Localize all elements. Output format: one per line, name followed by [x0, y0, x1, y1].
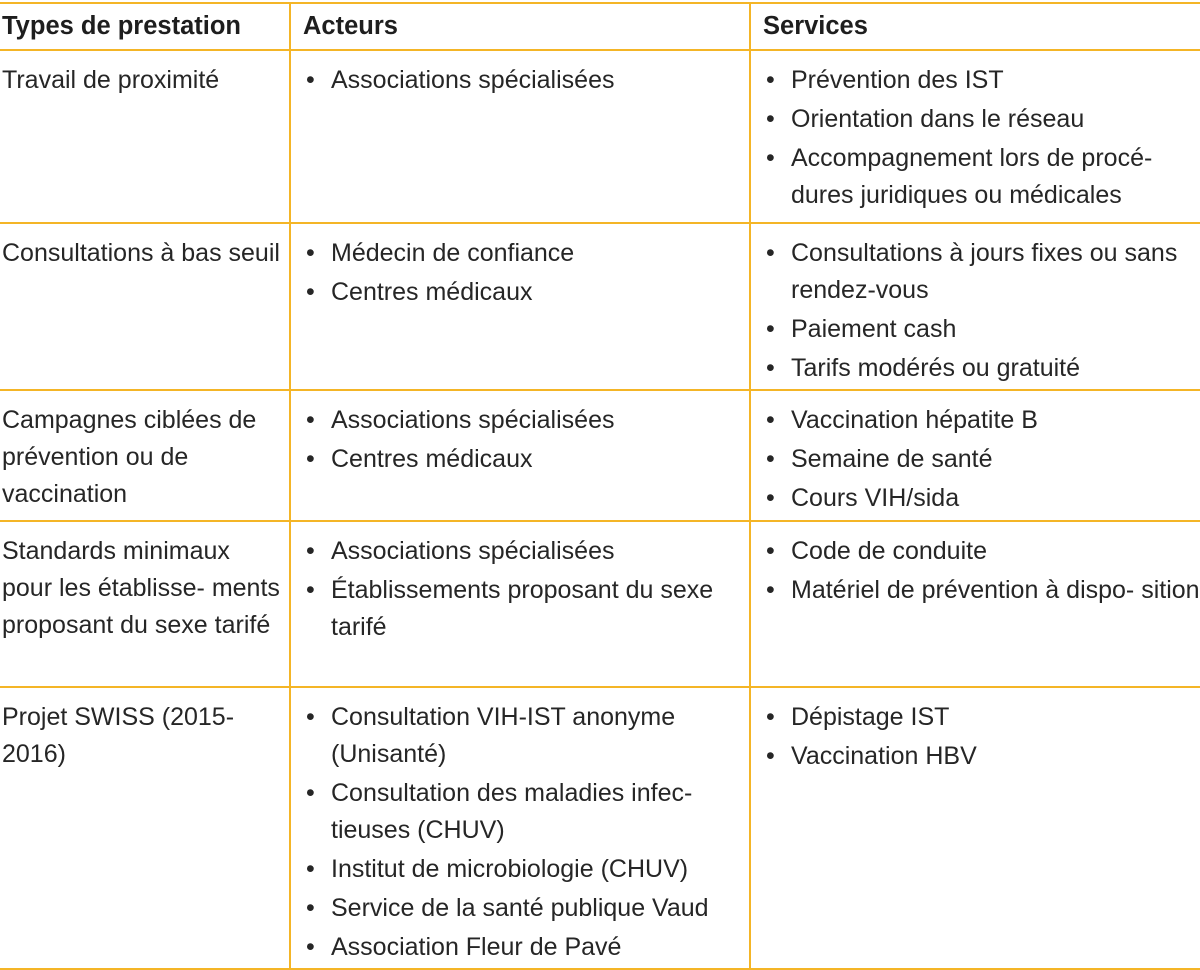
acteurs-cell — [290, 521, 750, 687]
acteur-item: • Institut de microbiologie (CHUV) — [303, 851, 741, 888]
services-cell — [750, 390, 1200, 521]
service-item: • Prévention des IST — [763, 62, 1200, 99]
services-cell — [750, 50, 1200, 223]
prestation-type-cell: Projet SWISS (2015- 2016) — [0, 687, 290, 969]
service-item: • Orientation dans le réseau — [763, 101, 1200, 138]
services-cell — [750, 521, 1200, 687]
service-item: • Code de conduite — [763, 533, 1200, 570]
service-item: • Tarifs modérés ou gratuité — [763, 350, 1200, 387]
service-item: • Consultations à jours fixes ou sans rendez-vous — [763, 235, 1200, 309]
service-item: • Vaccination hépatite B — [763, 402, 1200, 439]
table-row — [0, 50, 1200, 223]
service-item: • Accompagnement lors de procé- dures juridiques ou médicales — [763, 140, 1200, 214]
acteurs-cell — [290, 50, 750, 223]
table-row — [0, 223, 1200, 390]
header-services: Services — [750, 3, 1200, 50]
service-item: • Dépistage IST — [763, 699, 1200, 736]
header-types-de-prestation: Types de prestation — [0, 3, 290, 50]
acteur-item: • Service de la santé publique Vaud — [303, 890, 741, 927]
acteur-item: • Centres médicaux — [303, 441, 741, 478]
prestation-type-cell: Standards minimaux pour les établisse- ments proposant du sexe tarifé — [0, 521, 290, 687]
acteur-item: • Consultation des maladies infec- tieuses (CHUV) — [303, 775, 741, 849]
acteur-item: • Associations spécialisées — [303, 533, 741, 570]
prestation-type-cell: Campagnes ciblées de prévention ou de vaccination — [0, 390, 290, 521]
prestations-table — [0, 2, 1200, 970]
table-row — [0, 521, 1200, 687]
service-item: • Matériel de prévention à dispo- sition — [763, 572, 1200, 609]
table-row — [0, 687, 1200, 969]
acteur-item: • Associations spécialisées — [303, 62, 741, 99]
acteurs-cell — [290, 390, 750, 521]
acteur-item: • Association Fleur de Pavé — [303, 929, 741, 966]
services-cell — [750, 687, 1200, 969]
acteurs-cell — [290, 223, 750, 390]
services-cell — [750, 223, 1200, 390]
header-acteurs: Acteurs — [290, 3, 750, 50]
acteur-item: • Associations spécialisées — [303, 402, 741, 439]
table-row — [0, 390, 1200, 521]
acteur-item: • Médecin de confiance — [303, 235, 741, 272]
table-header-row — [0, 3, 1200, 50]
acteurs-cell — [290, 687, 750, 969]
service-item: • Cours VIH/sida — [763, 480, 1200, 517]
prestation-type-cell: Consultations à bas seuil — [0, 223, 290, 390]
service-item: • Vaccination HBV — [763, 738, 1200, 775]
service-item: • Paiement cash — [763, 311, 1200, 348]
acteur-item: • Consultation VIH-IST anonyme (Unisanté) — [303, 699, 741, 773]
prestation-type-cell: Travail de proximité — [0, 50, 290, 223]
service-item: • Semaine de santé — [763, 441, 1200, 478]
acteur-item: • Centres médicaux — [303, 274, 741, 311]
acteur-item: • Établissements proposant du sexe tarifé — [303, 572, 741, 646]
